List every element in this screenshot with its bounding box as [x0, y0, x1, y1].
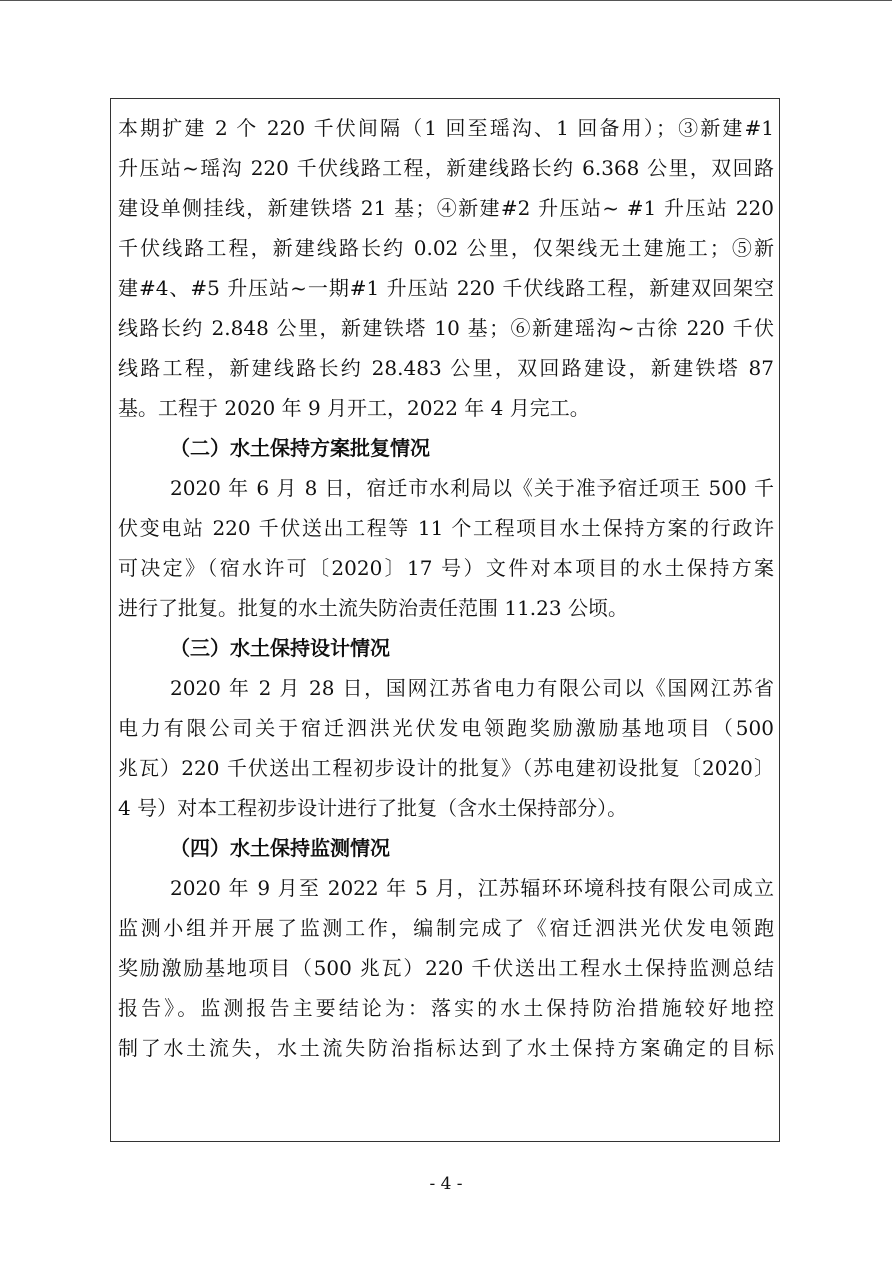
text-line: 线路长约 2.848 公里，新建铁塔 10 基；⑥新建瑶沟~古徐 220 千伏: [118, 316, 774, 340]
text-line: 2020 年 6 月 8 日，宿迁市水利局以《关于准予宿迁项王 500 千: [170, 476, 774, 500]
text-line: 升压站~瑶沟 220 千伏线路工程，新建线路长约 6.368 公里，双回路: [118, 156, 774, 180]
text-line: 千伏线路工程，新建线路长约 0.02 公里，仅架线无土建施工；⑤新: [118, 236, 774, 260]
text-line: 可决定》（宿水许可〔2020〕17 号）文件对本项目的水土保持方案: [118, 556, 774, 580]
text-line: 2020 年 2 月 28 日，国网江苏省电力有限公司以《国网江苏省: [170, 676, 774, 700]
text-line: 线路工程，新建线路长约 28.483 公里，双回路建设，新建铁塔 87: [118, 356, 774, 380]
text-line: 报告》。监测报告主要结论为：落实的水土保持防治措施较好地控: [118, 996, 774, 1020]
section-monitoring: [118, 828, 774, 1068]
text-line: 电力有限公司关于宿迁泗洪光伏发电领跑奖励激励基地项目（500: [118, 716, 774, 740]
text-line: 2020 年 9 月至 2022 年 5 月，江苏辐环环境科技有限公司成立: [170, 876, 774, 900]
section-plan-approval: [118, 428, 774, 628]
top-page-rule: [0, 0, 892, 1]
section-heading: （四）水土保持监测情况: [170, 836, 390, 860]
text-line: 本期扩建 2 个 220 千伏间隔（1 回至瑶沟、1 回备用）；③新建#1: [118, 116, 774, 140]
document-body: [118, 108, 774, 1068]
text-line: 建设单侧挂线，新建铁塔 21 基；④新建#2 升压站~ #1 升压站 220: [118, 196, 774, 220]
text-line: 奖励激励基地项目（500 兆瓦）220 千伏送出工程水土保持监测总结: [118, 956, 774, 980]
text-line: 进行了批复。批复的水土流失防治责任范围 11.23 公顷。: [118, 596, 628, 620]
section-design: [118, 628, 774, 828]
text-line: 监测小组并开展了监测工作，编制完成了《宿迁泗洪光伏发电领跑: [118, 916, 774, 940]
text-line: 基。工程于 2020 年 9 月开工，2022 年 4 月完工。: [118, 396, 590, 420]
text-line: 制了水土流失，水土流失防治指标达到了水土保持方案确定的目标: [118, 1036, 774, 1060]
text-line: 建#4、#5 升压站~一期#1 升压站 220 千伏线路工程，新建双回架空: [118, 276, 774, 300]
text-line: 兆瓦）220 千伏送出工程初步设计的批复》（苏电建初设批复〔2020〕: [118, 756, 774, 780]
intro-paragraph: [118, 108, 774, 428]
text-line: 4 号）对本工程初步设计进行了批复（含水土保持部分）。: [118, 796, 628, 820]
page-number: - 4 -: [429, 1174, 463, 1194]
section-heading: （三）水土保持设计情况: [170, 636, 390, 660]
section-heading: （二）水土保持方案批复情况: [170, 436, 430, 460]
text-line: 伏变电站 220 千伏送出工程等 11 个工程项目水土保持方案的行政许: [118, 516, 774, 540]
